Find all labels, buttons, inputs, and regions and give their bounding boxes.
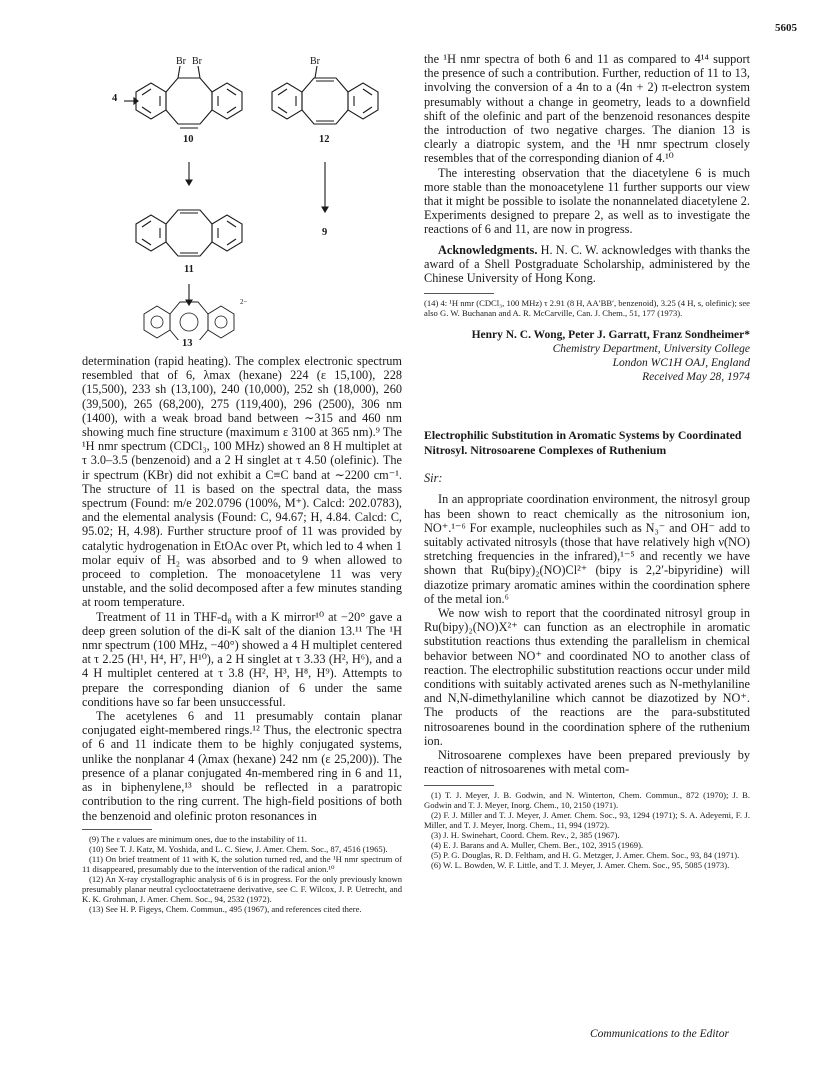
- footnote-3: (3) J. H. Swinehart, Coord. Chem. Rev., 2, 385 (1967).: [431, 829, 620, 840]
- right-body-bottom: [424, 492, 750, 776]
- affiliation-line-2: London WC1H OAJ, England: [612, 357, 750, 370]
- footnote-1: (1) T. J. Meyer, J. B. Godwin, and N. Winterton, Chem. Commun., 872 (1970); J. B. Godwin and T. J. Meyer, Inorg. Chem., 10, 2150 (1971).: [424, 789, 750, 810]
- footnote-rule-right-bottom: [424, 785, 494, 786]
- footnote-12: (12) An X-ray crystallographic analysis of 6 is in progress. For the only previously known presumably planar neutral cyclooctatetraene derivative, see C. F. Wilcox, J. P. Uetrecht, and K. K. Grohman, J. Amer. Chem. Soc., 94, 2532 (1972).: [82, 874, 402, 905]
- compound-11-structure: [136, 210, 242, 256]
- footnote-rule-right-top: [424, 293, 494, 294]
- scheme-drawing: [82, 52, 402, 340]
- left-column: [82, 52, 402, 914]
- left-body: [82, 354, 402, 823]
- footnote-13: (13) See H. P. Figeys, Chem. Commun., 495 (1967), and references cited there.: [89, 904, 362, 915]
- acknowledgments-text: H. N. C. W. acknowledges with thanks the award of a Shell Postgraduate Scholarship, administered by the Chinese University of Hong Kong.: [424, 242, 750, 286]
- right-column: [424, 52, 750, 870]
- bromine-label-3: Br: [310, 56, 320, 67]
- compound-12-structure: [272, 66, 378, 124]
- compound-label-4: 4: [112, 93, 118, 104]
- footnote-5: (5) P. G. Douglas, R. D. Feltham, and H. G. Metzger, J. Amer. Chem. Soc., 93, 84 (1971).: [431, 850, 740, 861]
- left-footnotes: [82, 834, 402, 915]
- compound-label-12: 12: [319, 134, 330, 145]
- compound-10-structure: [136, 66, 242, 128]
- compound-13-label: 13: [182, 338, 193, 349]
- footnote-10: (10) See T. J. Katz, M. Yoshida, and L. C. Siew, J. Amer. Chem. Soc., 87, 4516 (1965).: [89, 843, 388, 854]
- right-paragraph-5: Nitrosoarene complexes have been prepared previously by reaction of nitrosoarenes with metal com-: [424, 748, 750, 777]
- journal-footer: Communications to the Editor: [590, 1028, 729, 1040]
- acknowledgments: [424, 243, 750, 286]
- author-names: Henry N. C. Wong, Peter J. Garratt, Franz Sondheimer*: [471, 329, 750, 342]
- dianion-charge: 2−: [240, 298, 248, 306]
- compound-13-structure: [144, 302, 234, 340]
- left-paragraph-3: The acetylenes 6 and 11 presumably contain planar conjugated eight-membered rings.¹² Thus, the electronic spectra of 6 and 11 indicate them to be highly conjugated systems, unlike the nonplanar 4 (λmax (hexane) 242 nm (ε 25,200)). The presence of a planar conjugated 4n-membered ring in 6 and 11, as in biphenylene,¹³ should be reflected in a paratropic contribution to the ring current. The high-field positions of both the benzenoid and olefinic proton resonances in: [82, 709, 402, 823]
- author-signature: [424, 328, 750, 384]
- footnote-11: (11) On brief treatment of 11 with K, the solution turned red, and the ¹H nmr spectrum of 11 disappeared, presumably due to the intervention of the radical anion.¹⁰: [82, 853, 402, 874]
- acknowledgments-heading: Acknowledgments.: [438, 242, 538, 257]
- compound-label-10: 10: [183, 134, 194, 145]
- right-paragraph-4: We now wish to report that the coordinated nitrosyl group in Ru(bipy)₂(NO)X²⁺ can function as an electrophile in aromatic substitution reactions thus extending the parallelism in chemical behavior between NO⁺ and coordinated NO to another class of reaction. The electrophilic substitution reactions occur under mild conditions with suitably activated arenes such as N-methylaniline and N,N-dimethylaniline which cannot be diazotized by NO⁺. The products of the reactions are the para-substituted nitrosoarenes bound in the coordination sphere of the ruthenium ion.: [424, 606, 750, 748]
- right-body-top: [424, 52, 750, 285]
- received-date: Received May 28, 1974: [642, 371, 750, 384]
- compound-label-11: 11: [184, 264, 194, 275]
- right-paragraph-2: The interesting observation that the diacetylene 6 is much more stable than the monoacetylene 11 further supports our view that it might be possible to isolate the nonannelated diacetylene 2. Experiments designed to prepare 2, as well as to investigate the reactions of 6 and 11, are now in progress.: [424, 165, 750, 237]
- reaction-scheme: [82, 52, 402, 340]
- left-paragraph-2: Treatment of 11 in THF-d₈ with a K mirror¹⁰ at −20° gave a deep green solution of the di-K salt of the dianion 13.¹¹ The ¹H nmr spectrum (100 MHz, −40°) showed a 4 H multiplet centered at τ 2.25 (H¹, H⁴, H⁷, H¹⁰), a 2 H singlet at τ 3.33 (H², H⁶), and a 4 H multiplet centered at τ 3.8 (H², H³, H⁸, H⁹). Attempts to prepare the corresponding dianion of 6 under the same conditions have so far been unsuccessful.: [82, 609, 402, 709]
- bromine-label-2: Br: [192, 56, 202, 67]
- bromine-label-1: Br: [176, 56, 186, 67]
- left-paragraph-1: determination (rapid heating). The complex electronic spectrum resembled that of 6, λmax (hexane) 224 (ε 15,100), 228 (15,500), 233 sh (13,100), 240 (10,000), 252 sh (18,000), 260 (39,500), 265 (68,200), 275 (119,400), 296 (2500), 306 nm (1400), with a weak broad band between ∼315 and 460 nm showing much fine structure (maximum ε 3100 at 365 nm).⁹ The ¹H nmr spectrum (CDCl₃, 100 MHz) showed an 8 H multiplet at τ 3.0–3.5 (benzenoid) and a 2 H singlet at τ 4.50 (olefinic). The ir spectrum (KBr) did not exhibit a C≡C band at ∼2200 cm⁻¹. The structure of 11 is based on the spectral data, the mass spectrum (Found: m/e 202.0796 (100%, M⁺). Calcd: 202.0783), and the elemental analysis (Found: C, 94.67; H, 4.84. Calcd: C, 95.02; H, 4.98). Further structure proof of 11 was provided by catalytic hydrogenation in EtOAc over Pt, which led to 4 when 1 molar equiv of H₂ was absorbed and to 9 when allowed to proceed to completion. The monoacetylene 11 was very unstable, and the solid decomposed after a few minutes standing at room temperature.: [82, 354, 402, 610]
- footnote-rule-left: [82, 829, 152, 830]
- right-footnotes: [424, 790, 750, 871]
- footnote-6: (6) W. L. Bowden, W. F. Little, and T. J. Meyer, J. Amer. Chem. Soc., 95, 5085 (1973).: [431, 860, 730, 871]
- footnote-4: (4) E. J. Barans and A. Muller, Chem. Ber., 102, 3915 (1969).: [431, 839, 644, 850]
- right-paragraph-1: the ¹H nmr spectra of both 6 and 11 as compared to 4¹⁴ support the presence of such a contribution. Further, reduction of 11 to 13, involving the conversion of a 4n to a (4n + 2) π-electron system presumably without a change in geometry, leads to a downfield shift of the olefinic and part of the benzenoid resonances despite the introduction of two negative charges. The dianion 13 is clearly a diatropic system, and the ¹H nmr spectrum closely resembles that of the corresponding dianion of 4.¹⁰: [424, 52, 750, 166]
- page-number: 5605: [775, 22, 797, 34]
- compound-label-9: 9: [322, 227, 328, 238]
- footnote-2: (2) F. J. Miller and T. J. Meyer, J. Amer. Chem. Soc., 93, 1294 (1971); S. A. Adeyemi, F. J. Miller, and T. J. Meyer, Inorg. Chem., 11, 994 (1972).: [424, 809, 750, 830]
- article-title: Electrophilic Substitution in Aromatic Systems by Coordinated Nitrosyl. Nitrosoarene Complexes of Ruthenium: [424, 428, 742, 457]
- footnote-9: (9) The ε values are minimum ones, due to the instability of 11.: [89, 833, 307, 844]
- salutation: Sir:: [424, 471, 443, 486]
- right-paragraph-3: In an appropriate coordination environment, the nitrosyl group has been shown to react chemically as the nitrosonium ion, NO⁺.¹⁻⁶ For example, nucleophiles such as N₃⁻ and OH⁻ add to suitably activated nitrosyls (those that have relatively high ν(NO) stretching frequencies in the infrared),¹⁻⁵ and recently we have shown that Ru(bipy)₂(NO)Cl²⁺ (bipy is 2,2′-bipyridine) will diazotize primary aromatic amines within the coordination sphere of the metal ion.⁶: [424, 492, 750, 606]
- footnote-14: (14) 4: ¹H nmr (CDCl₃, 100 MHz) τ 2.91 (8 H, AA′BB′, benzenoid), 3.25 (4 H, s, olefinic); see also G. W. Buchanan and A. R. McCarville, Can. J. Chem., 51, 177 (1973).: [424, 298, 750, 319]
- affiliation-line-1: Chemistry Department, University College: [552, 343, 750, 356]
